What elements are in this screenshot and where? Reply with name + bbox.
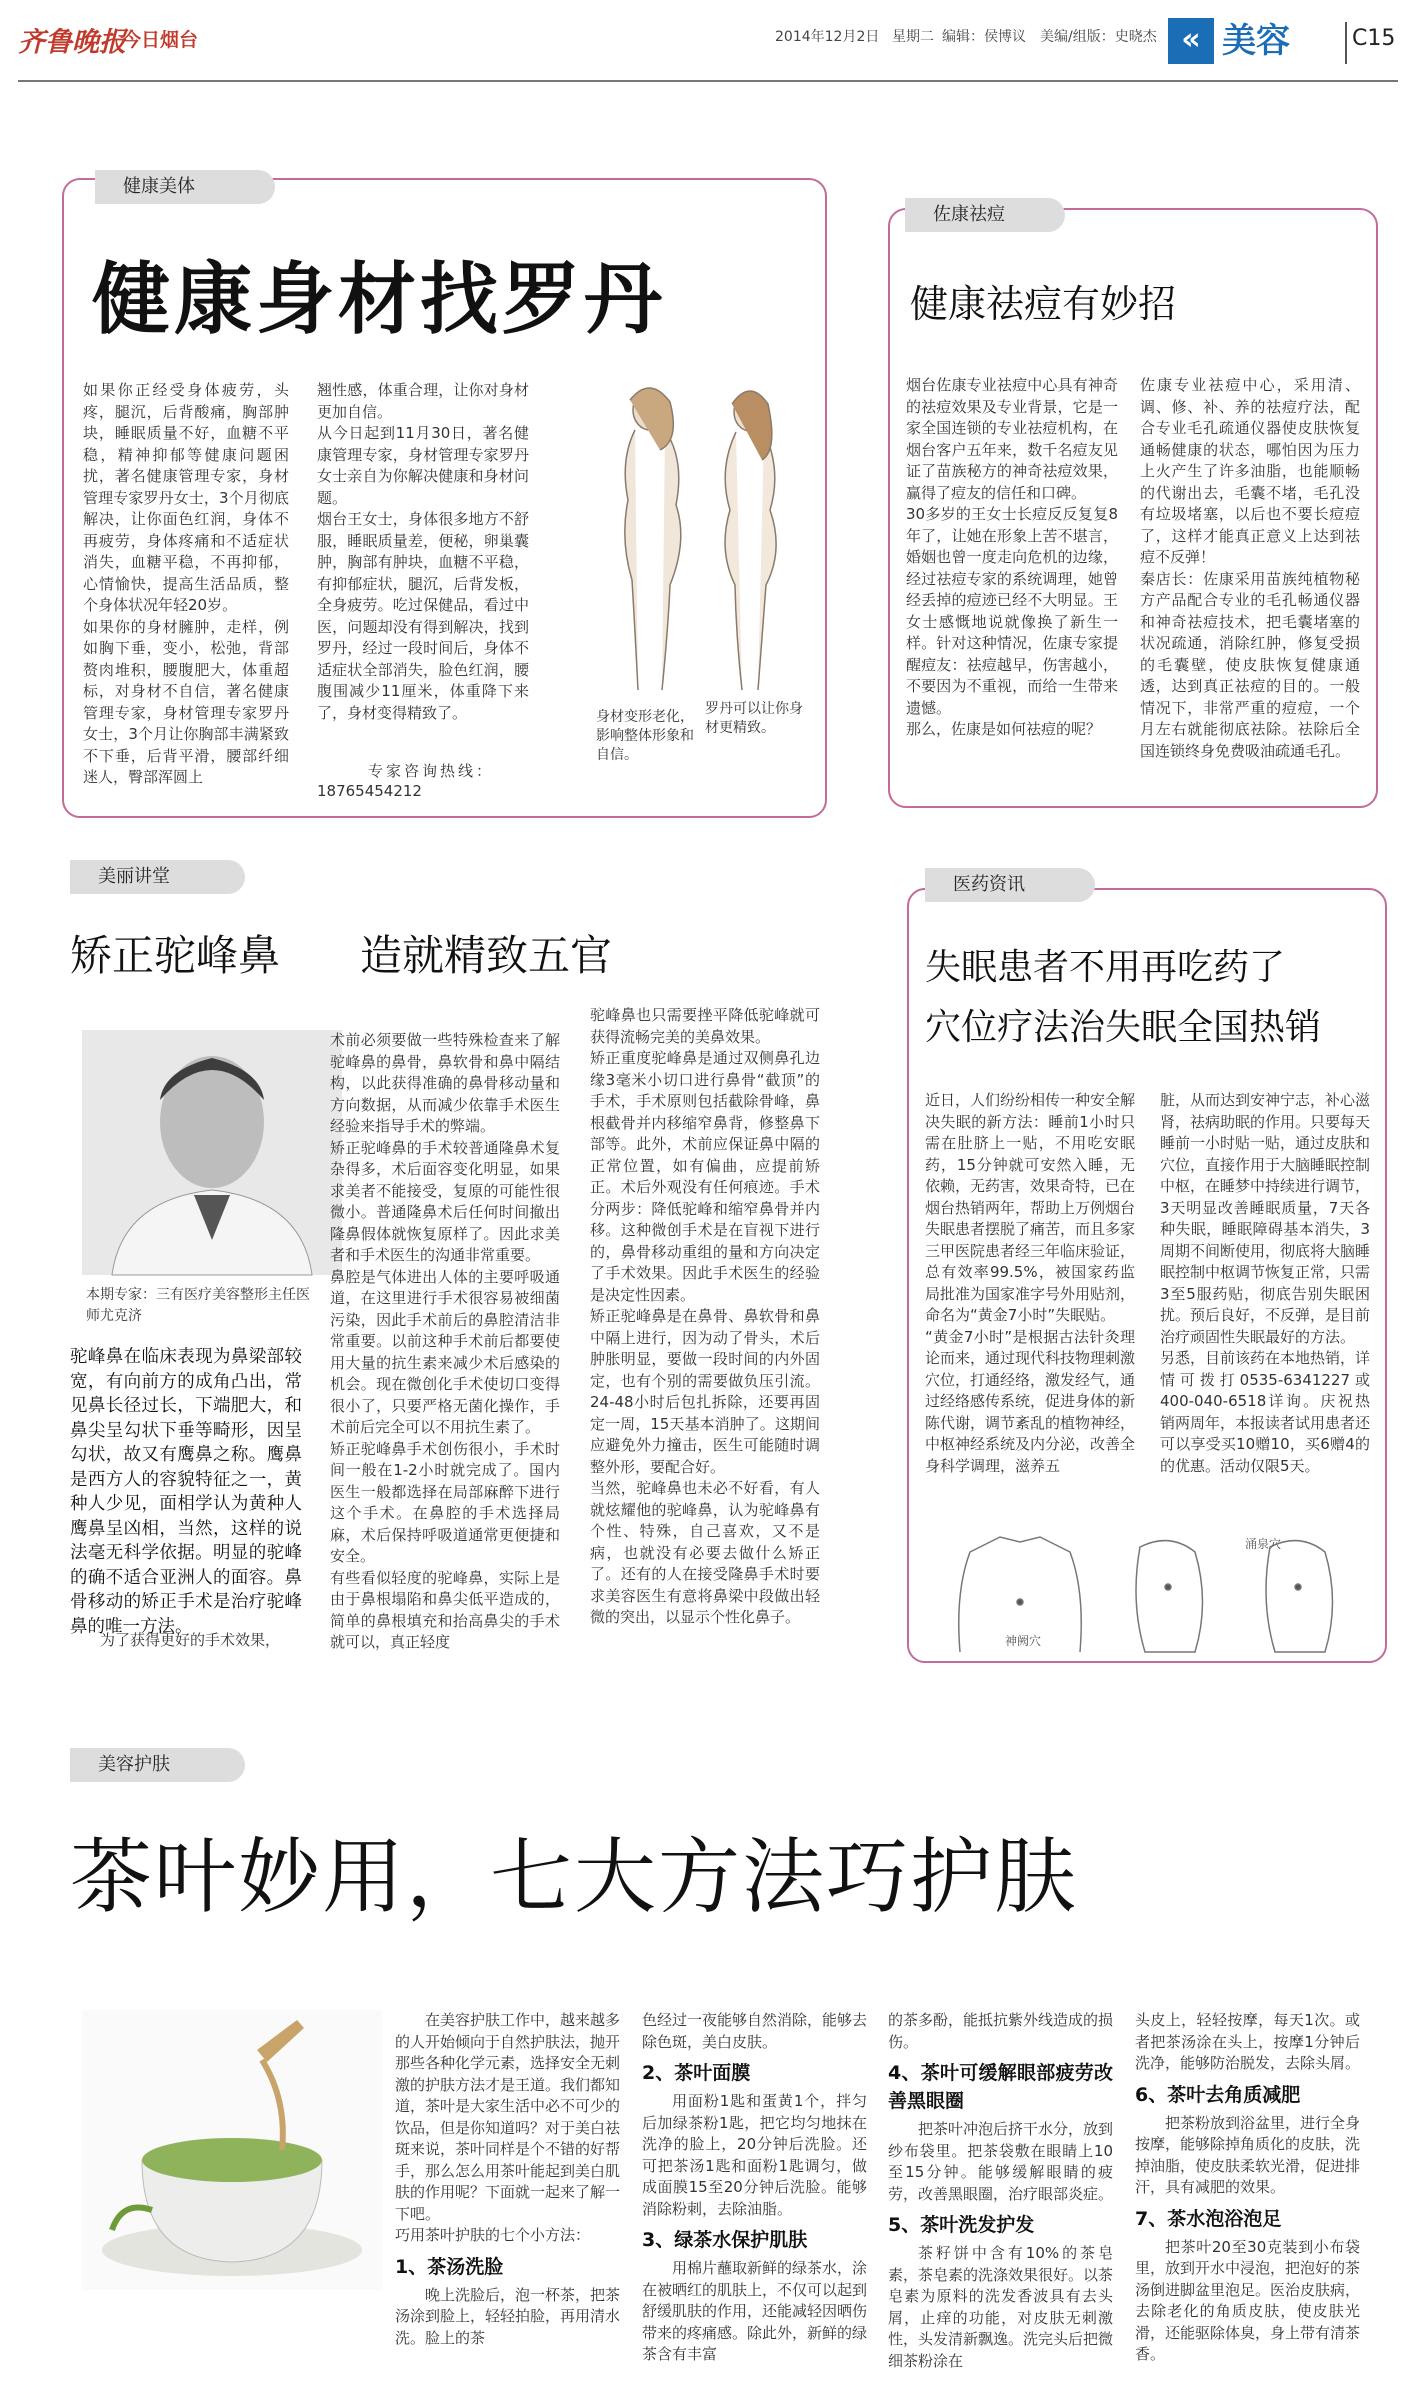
tea-col-1 xyxy=(395,2010,620,2370)
tea-text-1: 晚上洗脸后，泡一杯茶，把茶汤涂到脸上，轻轻拍脸，再用清水洗。脸上的茶 xyxy=(395,2285,621,2347)
tea-set-photo xyxy=(82,2010,382,2290)
acne-col-2: 佐康专业祛痘中心，采用清、调、修、补、养的祛痘疗法，配合专业毛孔疏通仪器使皮肤恢复通畅健康的状态，哪怕因为压力上火产生了许多油脂，也能顺畅的代谢出去，毛囊不堵，毛孔没有垃圾堵塞，以后也不要长痘痘了，这样才能真正意义上达到祛痘不反弹！ 秦店长：佐康采用苗族纯植物秘方产品配合专业的毛孔畅通仪器和神奇祛痘技术，把毛囊堵塞的状况疏通，消除红肿，修复受损的毛囊壁，使皮肤恢复健康通透，达到真正祛痘的目的。一般情况下，非常严重的痘痘，一个月左右就能彻底祛除。祛除后全国连锁终身免费吸油疏通毛孔。 xyxy=(1140,376,1360,760)
nose-lead-tail: 为了获得更好的手术效果， xyxy=(100,1631,281,1649)
headline-body-shape: 健康身材找罗丹 xyxy=(92,255,667,345)
headline-acne: 健康祛痘有妙招 xyxy=(910,282,1177,326)
tea-text-2: 用面粉1匙和蛋黄1个，拌匀后加绿茶粉1匙，把它均匀地抹在洗净的脸上，20分钟后洗脸。还可把茶汤1匙和面粉1匙调匀，做成面膜15至20分钟后洗脸。能够消除粉刺，去除油脂。 xyxy=(642,2092,867,2218)
foot-outline xyxy=(1136,1541,1333,1652)
tag-medical-news: 医药资讯 xyxy=(925,868,1095,902)
newspaper-logo: 齐鲁晚报 xyxy=(18,27,126,58)
page-number: C15 xyxy=(1352,26,1396,51)
acupoint-label-left: 神阙穴 xyxy=(1005,1634,1042,1648)
tea-text-5-cont: 头皮上，轻轻按摩，每天1次。或者把茶汤涂在头上，按摩1分钟后洗净，能够防治脱发，去除头屑。 xyxy=(1135,2011,1361,2072)
tag-acne: 佐康祛痘 xyxy=(905,198,1065,232)
divider xyxy=(1345,22,1347,64)
tea-heading-6: 6、茶叶去角质减肥 xyxy=(1135,2083,1301,2106)
tea-text-3-cont: 的茶多酚，能抵抗紫外线造成的损伤。 xyxy=(888,2011,1114,2051)
chevron-icon: « xyxy=(1168,18,1214,64)
header-weekday: 星期二 xyxy=(892,29,934,45)
tag-skincare: 美容护肤 xyxy=(70,1748,245,1782)
header-designer: 美编/组版：史晓杰 xyxy=(1040,29,1157,45)
tea-intro: 在美容护肤工作中，越来越多的人开始倾向于自然护肤法，抛开那些各种化学元素，选择安全无刺激的护肤方法才是王道。我们都知道，茶叶是大家生活中必不可少的饮品，但是你知道吗？对于美白祛斑来说，茶叶同样是个不错的好帮手，那么怎么用茶叶能起到美白肌肤的作用呢？下面就一起来了解一下吧。 巧用茶叶护肤的七个小方法： xyxy=(395,2011,621,2244)
nose-col-3: 驼峰鼻也只需要挫平降低驼峰就可获得流畅完美的美鼻效果。 矫正重度驼峰鼻是通过双侧鼻孔边缘3毫米小切口进行鼻骨“截顶”的手术，手术原则包括截除骨峰，鼻根截骨并内移缩窄鼻背，修整鼻下部等。此外，术前应保证鼻中隔的正常位置，如有偏曲，应提前矫正。术后外观没有任何痕迹。手术分两步：降低驼峰和缩窄鼻骨并内移。这种微创手术是在盲视下进行的，鼻骨移动重组的量和方向决定了手术效果。因此手术医生的经验是决定性因素。 矫正驼峰鼻是在鼻骨、鼻软骨和鼻中隔上进行，因为动了骨头，术后肿胀明显，要做一段时间的内外固定，也有个别的需要做负压引流。24-48小时后包扎拆除，还要再固定一周，15天基本消肿了。这期间应避免外力撞击，医生可能随时调整外形，要配合好。 当然，驼峰鼻也未必不好看，有人就炫耀他的驼峰鼻，认为驼峰鼻有个性、特殊，自己喜欢，又不是病，也就没有必要去做什么矫正了。还有的人在接受隆鼻手术时要求美容医生有意将鼻梁中段做出轻微的突出，以显示个性化鼻子。 xyxy=(590,1006,820,1626)
tea-col-4 xyxy=(1135,2010,1360,2370)
insomnia-col-1: 近日，人们纷纷相传一种安全解决失眠的新方法：睡前1小时只需在肚脐上一贴，不用吃安眠药，15分钟就可安然入睡，无依赖，无药害，效果奇特，已在烟台热销两年，帮助上万例烟台失眠患者摆脱了痛苦，而且多家三甲医院患者经三年临床验证，总有效率99.5%，被国家药监局批准为国家准字号外用贴剂，命名为“黄金7小时”失眠贴。 “黄金7小时”是根据古法针灸理论而来，通过现代科技物理刺激穴位，打通经络，激发经气，通过经络感传系统，促进身体的新陈代谢，调节紊乱的植物神经，中枢神经系统及内分泌，改善全身科学调理，滋养五 xyxy=(925,1091,1136,1475)
category-badge xyxy=(1168,18,1338,64)
hotline-number: 18765454212 xyxy=(317,782,422,800)
headline-insomnia-line2: 穴位疗法治失眠全国热销 xyxy=(925,1007,1322,1048)
tea-text-3: 用棉片蘸取新鲜的绿茶水，涂在被晒红的肌肤上，不仅可以起到舒缓肌肤的作用，还能减轻因晒伤带来的疼痛感。除此外，新鲜的绿茶含有丰富 xyxy=(642,2259,868,2363)
tea-heading-5: 5、茶叶洗发护发 xyxy=(888,2214,1035,2236)
caption-after: 罗丹可以让你身材更精致。 xyxy=(705,701,803,736)
acupoint-label-right: 涌泉穴 xyxy=(1245,1537,1282,1551)
header-date: 2014年12月2日 xyxy=(775,29,880,45)
tea-text-5: 茶籽饼中含有10%的茶皂素，茶皂素的洗涤效果很好。以茶皂素为原料的洗发香波具有去头屑，止痒的功能，对皮肤无刺激性，头发清新飘逸。洗完头后把微细茶粉涂在 xyxy=(888,2244,1114,2370)
section-name: 今日烟台 xyxy=(122,29,199,51)
expert-caption: 本期专家：三有医疗美容整形主任医师尤克济 xyxy=(86,1287,310,1324)
insomnia-col-2: 脏，从而达到安神宁志，补心滋肾，祛病助眠的作用。只要每天睡前一小时贴一贴，通过皮肤和穴位，直接作用于大脑睡眠控制中枢，在睡梦中持续进行调节，3天明显改善睡眠质量，7天各种失眠，睡眠障碍基本消失，3周期不间断使用，彻底将大脑睡眠控制中枢调节恢复正常，只需3至5服药贴，彻底告别失眠困扰。预后良好，不反弹，是目前治疗顽固性失眠最好的方法。 另悉，目前该药在本地热销，详情可拨打0535-6341227或400-040-6518详询。庆祝热销两周年，本报读者试用患者还可以享受买10赠10，买6赠4的的优惠。活动仅限5天。 xyxy=(1160,1091,1371,1475)
nose-col-2: 术前必须要做一些特殊检查来了解驼峰鼻的鼻骨，鼻软骨和鼻中隔结构，以此获得准确的鼻骨移动量和方向数据，从而减少依靠手术医生经验来指导手术的弊端。 矫正驼峰鼻的手术较普通隆鼻术复杂得多，术后面容变化明显，如果求美者不能接受，复原的可能性很微小。普通隆鼻术后任何时间撤出隆鼻假体就恢复原样了。因此求美者和手术医生的沟通非常重要。 鼻腔是气体进出人体的主要呼吸通道，在这里进行手术很容易被细菌污染，因此手术前后的鼻腔清洁非常重要。以前这种手术前后都要使用大量的抗生素来减少术后感染的机会。现在微创化手术使切口变得很小了，只要严格无菌化操作，手术前后完全可以不用抗生素了。 矫正驼峰鼻手术创伤很小，手术时间一般在1-2小时就完成了。国内医生一般都选择在局部麻醉下进行这个手术。在鼻腔的手术选择局麻，术后保持呼吸道通常更便捷和安全。 有些看似轻度的驼峰鼻，实际上是由于鼻根塌陷和鼻尖低平造成的，简单的鼻根填充和抬高鼻尖的手术就可以，真正轻度 xyxy=(330,1031,560,1651)
figure-before xyxy=(625,388,681,690)
body-shape-col-2: 翘性感，体重合理，让你对身材更加自信。 从今日起到11月30日，著名健康管理专家，身材管理专家罗丹女士亲自为你解决健康和身材问题。 烟台王女士，身体很多地方不舒服，睡眠质量差，便秘，卵巢囊肿，胸部有肿块，血糖不平稳，有抑郁症状，腿沉，后背发板，全身疲劳。吃过保健品，看过中医，问题却没有得到解决，找到罗丹，经过一段时间后，身体不适症状全部消失，脸色红润，腰腹围减少11厘米，体重降下来了，身材变得精致了。 xyxy=(317,381,529,722)
body-shape-col-1: 如果你正经受身体疲劳，头疼，腿沉，后背酸痛，胸部肿块，睡眠质量不好，血糖不平稳，精神抑郁等健康问题困扰，著名健康管理专家，身材管理专家罗丹女士，3个月彻底解决，让你面色红润，身体不再疲劳，身体疼痛和不适症状消失，血糖平稳，不再抑郁，心情愉快，提高生活品质，整个身体状况年轻20岁。 如果你的身材臃肿，走样，例如胸下垂，变小，松弛，背部赘肉堆积，腰腹肥大，体重超标，对身材不自信，著名健康管理专家，身材管理专家罗丹女士，3个月让你胸部丰满紧致不下垂，后背平滑，腰部纤细迷人，臀部浑圆上 xyxy=(83,381,289,786)
tea-heading-2: 2、茶叶面膜 xyxy=(642,2062,751,2084)
tea-text-6: 把茶粉放到浴盆里，进行全身按摩，能够除掉角质化的皮肤，洗掉油脂，使皮肤柔软光滑，促进排汗，具有减肥的效果。 xyxy=(1135,2113,1361,2196)
tea-heading-7: 7、茶水泡浴泡足 xyxy=(1135,2207,1282,2230)
headline-nose-part1: 矫正驼峰鼻 xyxy=(70,931,281,980)
page-header xyxy=(0,0,1417,100)
tea-heading-3: 3、绿茶水保护肌肤 xyxy=(642,2229,808,2251)
tea-text-4: 把茶叶冲泡后挤干水分，放到纱布袋里。把茶袋敷在眼睛上10至15分钟。能够缓解眼睛的疲劳，改善黑眼圈，治疗眼部炎症。 xyxy=(888,2120,1114,2203)
tea-heading-1: 1、茶汤洗脸 xyxy=(395,2255,504,2278)
headline-tea: 茶叶妙用，七大方法巧护肤 xyxy=(70,1830,1079,1925)
tag-body-shape: 健康美体 xyxy=(95,170,275,204)
headline-nose-part2: 造就精致五官 xyxy=(360,931,613,980)
caption-before: 身材变形老化，影响整体形象和自信。 xyxy=(596,709,694,763)
headline-insomnia-line1: 失眠患者不用再吃药了 xyxy=(925,947,1286,988)
tag-beauty-class: 美丽讲堂 xyxy=(70,860,245,894)
header-editor: 编辑：侯博议 xyxy=(942,29,1026,45)
acne-col-1: 烟台佐康专业祛痘中心具有神奇的祛痘效果及专业背景，它是一家全国连锁的专业祛痘机构，在烟台客户五年来，数千名痘友见证了苗族秘方的神奇祛痘效果，赢得了痘友的信任和口碑。 30多岁的王女士长痘反反复复8年了，让她在形象上苦不堪言，婚姻也曾一度走向危机的边缘，经过祛痘专家的系统调理，她曾经丢掉的痘迹已经不大明显。王女士感慨地说就像换了新生一样。针对这种情况，佐康专家提醒痘友：祛痘越早，伤害越小，不要因为不重视，而给一生带来遗憾。 那么，佐康是如何祛痘的呢？ xyxy=(906,376,1118,738)
expert-photo xyxy=(82,1030,342,1275)
tea-col-3 xyxy=(888,2010,1113,2370)
nose-lead: 驼峰鼻在临床表现为鼻梁部较宽，有向前方的成角凸出，常见鼻长径过长，下端肥大，和鼻尖呈勾状下垂等畸形，因呈勾状，故又有鹰鼻之称。鹰鼻是西方人的容貌特征之一，黄种人少见，面相学认为黄种人鹰鼻呈凶相，当然，这样的说法毫无科学依据。明显的驼峰的确不适合亚洲人的面容。鼻骨移动的矫正手术是治疗驼峰鼻的唯一方法。 xyxy=(70,1347,302,1637)
tea-text-1-cont: 色经过一夜能够自然消除，能够去除色斑，美白皮肤。 xyxy=(642,2011,868,2051)
hotline-label: 专家咨询热线： xyxy=(368,762,495,780)
tea-heading-4: 4、茶叶可缓解眼部疲劳改善黑眼圈 xyxy=(888,2062,1113,2112)
category-label: 美容 xyxy=(1222,21,1290,61)
header-rule xyxy=(18,80,1398,82)
figure-illustration xyxy=(590,380,810,710)
tea-col-2 xyxy=(642,2010,867,2370)
figure-after xyxy=(725,391,776,690)
tea-text-7: 把茶叶20至30克装到小布袋里，放到开水中浸泡，把泡好的茶汤倒进脚盆里泡足。医治皮肤病，去除老化的角质皮肤，使皮肤光滑，还能驱除体臭，身上带有清茶香。 xyxy=(1135,2237,1361,2363)
